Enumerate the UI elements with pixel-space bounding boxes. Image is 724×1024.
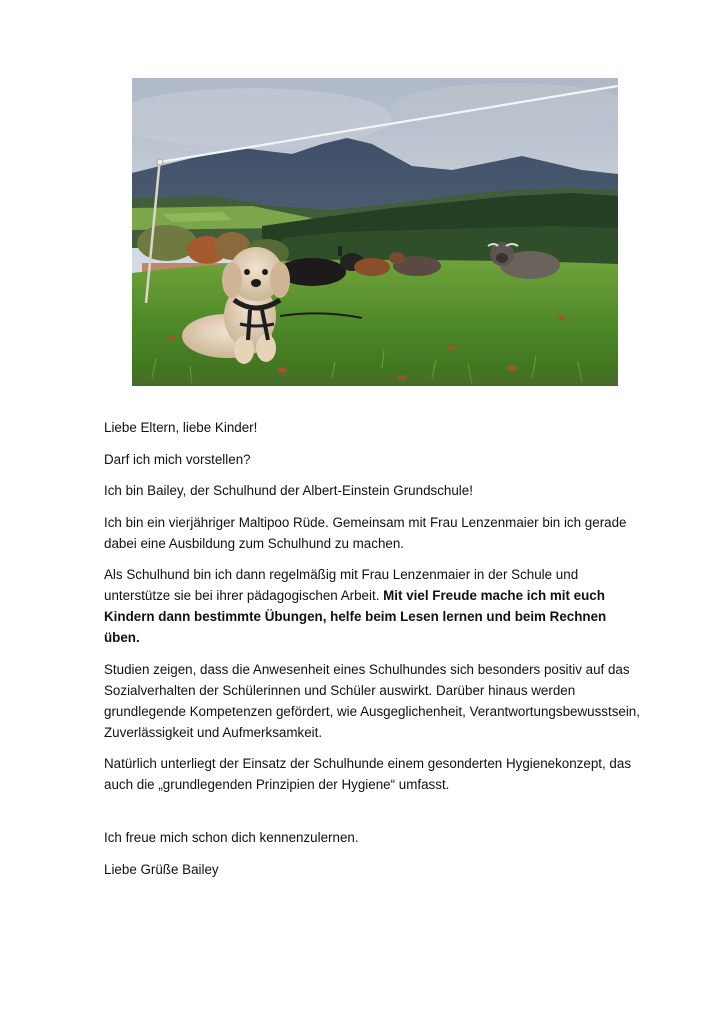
intro-name: Ich bin Bailey, der Schulhund der Albert-Einstein Grundschule! bbox=[104, 483, 473, 498]
looking-forward: Ich freue mich schon dich kennenzulernen. bbox=[104, 830, 359, 845]
breed-paragraph: Ich bin ein vierjähriger Maltipoo Rüde. Gemeinsam mit Frau Lenzenmaier bin ich gerade dabei eine Ausbildung zum Schulhund zu machen. bbox=[104, 514, 627, 551]
role-text: Als Schulhund bin ich dann regelmäßig mit Frau Lenzenmaier in der Schule und unterstütze sie bei ihrer pädagogischen Arbeit. bbox=[104, 567, 579, 603]
dog-with-cows-photo bbox=[132, 78, 618, 386]
hygiene-paragraph: Natürlich unterliegt der Einsatz der Schulhunde einem gesonderten Hygienekonzept, das auch die „grundlegenden Prinzipien der Hygiene“ umfasst. bbox=[104, 756, 632, 792]
greeting: Liebe Eltern, liebe Kinder! bbox=[104, 420, 258, 435]
closing-signature: Liebe Grüße Bailey bbox=[104, 861, 219, 877]
studies-paragraph: Studien zeigen, dass die Anwesenheit eines Schulhundes sich besonders positiv auf das Sozialverhalten der Schülerinnen und Schüler auswirkt. Darüber hinaus werden grundlegende Kompetenzen gefördert, wie Ausgeglichenheit, Verantwortungsbewusstsein, Zuverlässigkeit und Aufmerksamkeit. bbox=[104, 661, 640, 740]
photo-illustration bbox=[132, 78, 618, 386]
intro-question: Darf ich mich vorstellen? bbox=[104, 451, 251, 467]
role-paragraph bbox=[104, 564, 644, 648]
role-emphasis: Mit viel Freude mache ich mit euch Kindern dann bestimmte Übungen, helfe beim Lesen lernen und beim Rechnen üben. bbox=[104, 588, 607, 645]
letter-body bbox=[104, 417, 644, 890]
